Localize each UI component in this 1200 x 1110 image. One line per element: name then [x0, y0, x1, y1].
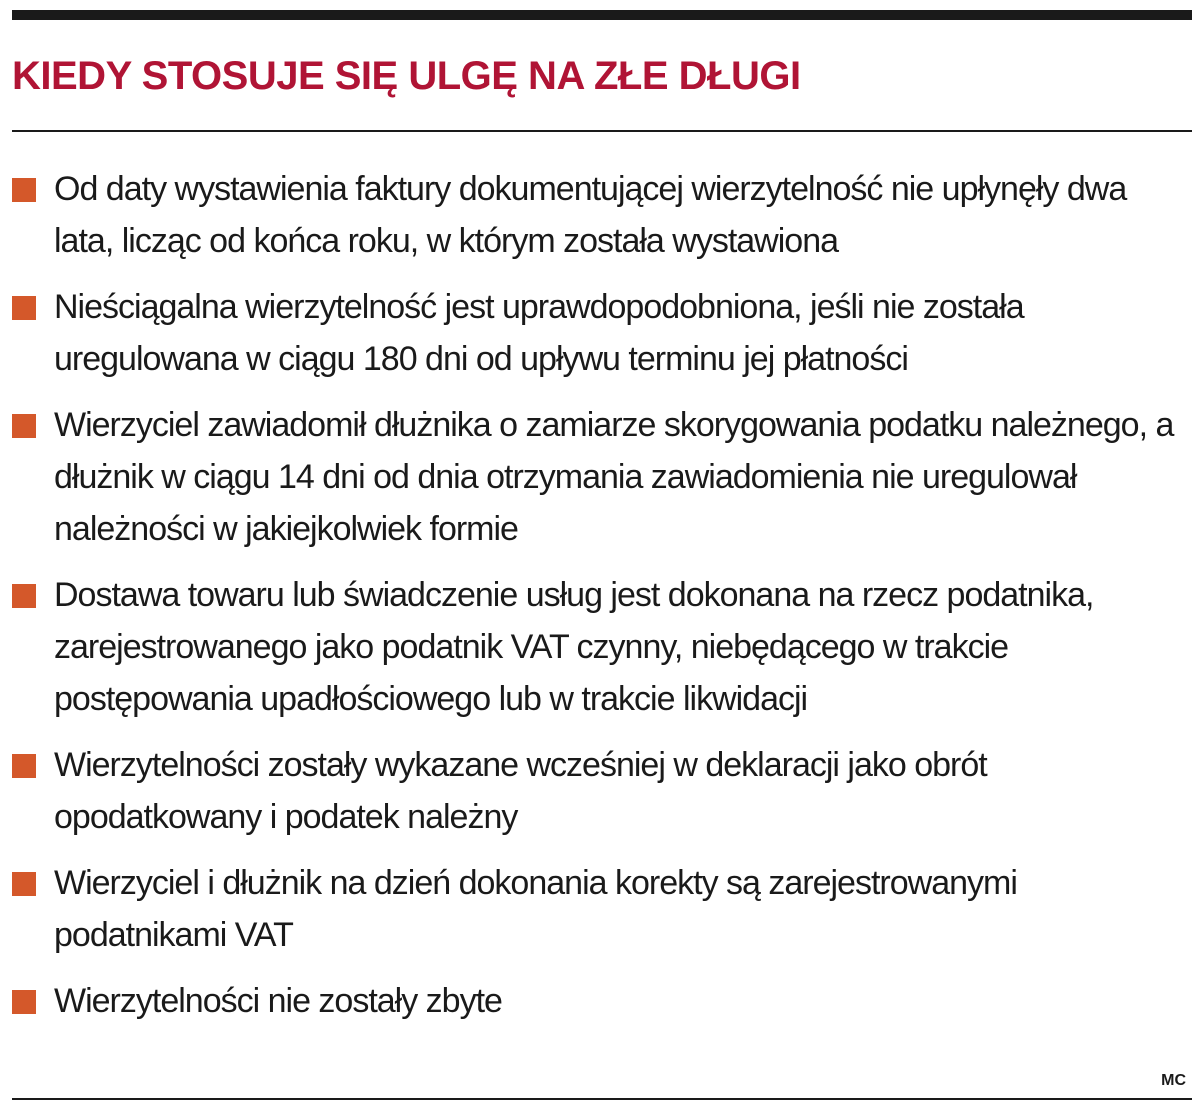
- list-item: [12, 399, 1186, 555]
- list-item-text: Wierzyciel zawiadomił dłużnika o zamiarze skorygowania podatku należnego, a dłużnik w ciągu 14 dni od dnia otrzymania zawiadomienia nie uregulował należności w jakiejkolwiek formie: [54, 406, 1174, 548]
- list-item-text: Wierzytelności zostały wykazane wcześniej w deklaracji jako obrót opodatkowany i podatek należny: [54, 746, 987, 836]
- list-item-text: Wierzyciel i dłużnik na dzień dokonania korekty są zarejestrowanymi podatnikami VAT: [54, 864, 1017, 954]
- source-credit: MC: [1161, 1072, 1186, 1089]
- list-item: [12, 975, 1186, 1027]
- list-item: [12, 163, 1186, 267]
- square-bullet-icon: [12, 178, 36, 202]
- title-divider: [12, 130, 1192, 132]
- list-item-text: Nieściągalna wierzytelność jest uprawdopodobniona, jeśli nie została uregulowana w ciągu 180 dni od upływu terminu jej płatności: [54, 288, 1024, 378]
- square-bullet-icon: [12, 296, 36, 320]
- list-item-text: Dostawa towaru lub świadczenie usług jest dokonana na rzecz podatnika, zarejestrowanego jako podatnik VAT czynny, niebędącego w trakcie postępowania upadłościowego lub w trakcie likwidacji: [54, 576, 1094, 718]
- square-bullet-icon: [12, 872, 36, 896]
- square-bullet-icon: [12, 754, 36, 778]
- list-item: [12, 281, 1186, 385]
- conditions-list: [12, 163, 1186, 1041]
- page-title: KIEDY STOSUJE SIĘ ULGĘ NA ZŁE DŁUGI: [12, 54, 801, 98]
- square-bullet-icon: [12, 584, 36, 608]
- list-item: [12, 739, 1186, 843]
- bottom-rule: [12, 1098, 1192, 1100]
- list-item-text: Od daty wystawienia faktury dokumentującej wierzytelność nie upłynęły dwa lata, licząc od końca roku, w którym została wystawiona: [54, 170, 1127, 260]
- square-bullet-icon: [12, 990, 36, 1014]
- list-item-text: Wierzytelności nie zostały zbyte: [54, 982, 502, 1020]
- square-bullet-icon: [12, 414, 36, 438]
- top-rule: [12, 10, 1192, 20]
- list-item: [12, 569, 1186, 725]
- list-item: [12, 857, 1186, 961]
